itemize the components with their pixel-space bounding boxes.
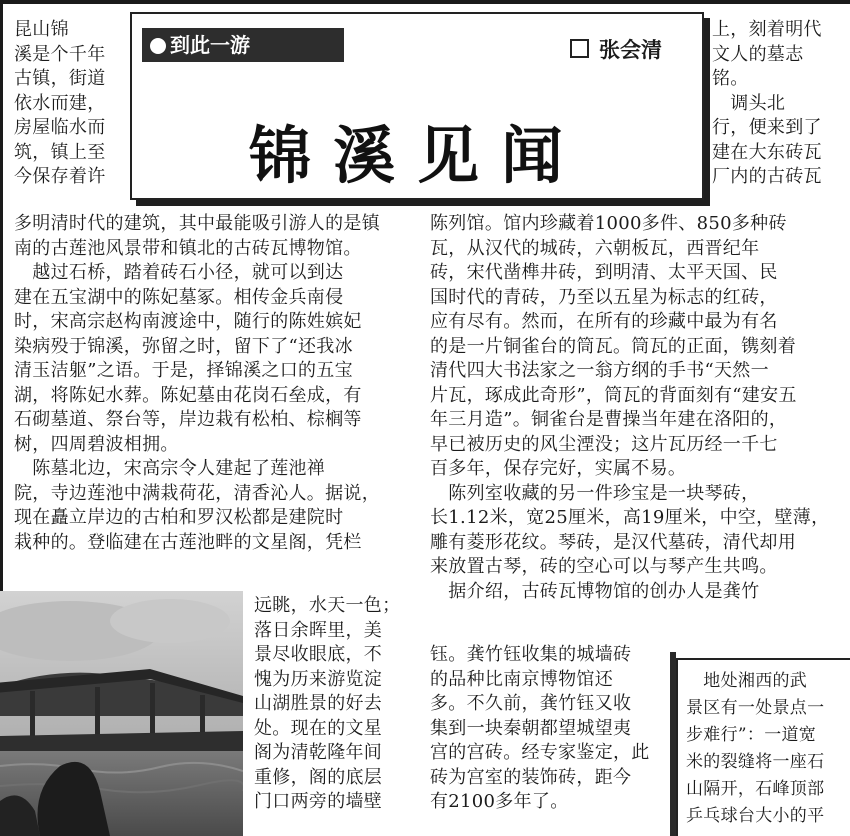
headline-box (130, 12, 704, 200)
title-box-shadow-right (704, 18, 710, 206)
col2-top-text: 上，刻着明代 文人的墓志 铭。 调头北 行，便来到了 建在大东砖瓦 厂内的古砖瓦 (712, 19, 822, 187)
column-tag (142, 28, 344, 62)
col1-body-text: 多明清时代的建筑，其中最能吸引游人的是镇 南的古莲池风景带和镇北的古砖瓦博物馆。 越过石桥，踏着砖石小径，就可以到达 建在五宝湖中的陈妃墓冢。相传金兵南侵 时，宋高宗赵构南渡途中，随行的陈姓嫔妃 染病殁于锦溪，弥留之时，留下了“还我冰 清玉洁躯”之语。于是，择锦溪之口的五宝 湖，将陈妃水葬。陈妃墓由花岗石垒成，有 石砌墓道、祭台等，岸边栽有松柏、棕榈等 树，四周碧波相拥。 陈墓北边，宋高宗令人建起了莲池禅 院，寺边莲池中满栽荷花，清香沁人。据说， 现在矗立岸边的古柏和罗汉松都是建院时 栽种的。登临建在古莲池畔的文星阁，凭栏 (14, 213, 380, 553)
title-box-shadow-bottom (136, 200, 710, 206)
author-name: 张会清 (599, 38, 662, 62)
article-photo (0, 591, 243, 836)
author-byline (570, 34, 662, 64)
col1-bottom-text: 远眺，水天一色； 落日余晖里，美 景尽收眼底，不 愧为历来游览淀 山湖胜景的好去 处。现在的文星 阁为清乾隆年间 重修，阁的底层 门口两旁的墙壁 (254, 595, 401, 812)
next-article-text: 地处湘西的武 景区有一处景点一 步难行”：一道宽 米的裂缝将一座石 山隔开，石峰顶部 乒乓球台大小的平 (686, 671, 825, 826)
bullet-icon (150, 38, 166, 54)
square-icon (570, 39, 589, 58)
col2-body-text: 陈列馆。馆内珍藏着1000多件、850多种砖 瓦，从汉代的城砖，六朝板瓦，西晋纪年 砖，宋代凿榫井砖，到明清、太平天国、民 国时代的青砖，乃至以五星为标志的红砖， 应有尽有。然而，在所有的珍藏中最为有名 的是一片铜雀台的筒瓦。筒瓦的正面，镌刻着 清代四大书法家之一翁方纲的手书“天然一 片瓦，琢成此奇形”，筒瓦的背面刻有“建安五 年三月造”。铜雀台是曹操当年建在洛阳的， 早已被历史的风尘湮没；这片瓦历经一千七 百多年，保存完好，实属不易。 陈列室收藏的另一件珍宝是一块琴砖， 长1.12米，宽25厘米，高19厘米，中空，壁薄， 雕有菱形花纹。琴砖，是汉代墓砖，清代却用 来放置古琴，砖的空心可以与琴产生共鸣。 据介绍，古砖瓦博物馆的创办人是龚竹 (430, 213, 830, 602)
col1-top-text: 昆山锦 溪是个千年 古镇，街道 依水而建， 房屋临水而 筑，镇上至 今保存着许 (14, 19, 106, 187)
headline: 锦溪见闻 (248, 119, 585, 192)
left-border (0, 0, 3, 600)
column-tag-label: 到此一游 (170, 33, 250, 57)
pavilion-photo-illustration (0, 591, 243, 836)
top-border (0, 0, 850, 4)
col2-bottom-text: 钰。龚竹钰收集的城墙砖 的品种比南京博物馆还 多。不久前，龚竹钰又收 集到一块秦朝都望城望夷 宫的宫砖。经专家鉴定，此 砖为宫室的装饰砖，距今 有2100多年了。 (430, 644, 650, 812)
